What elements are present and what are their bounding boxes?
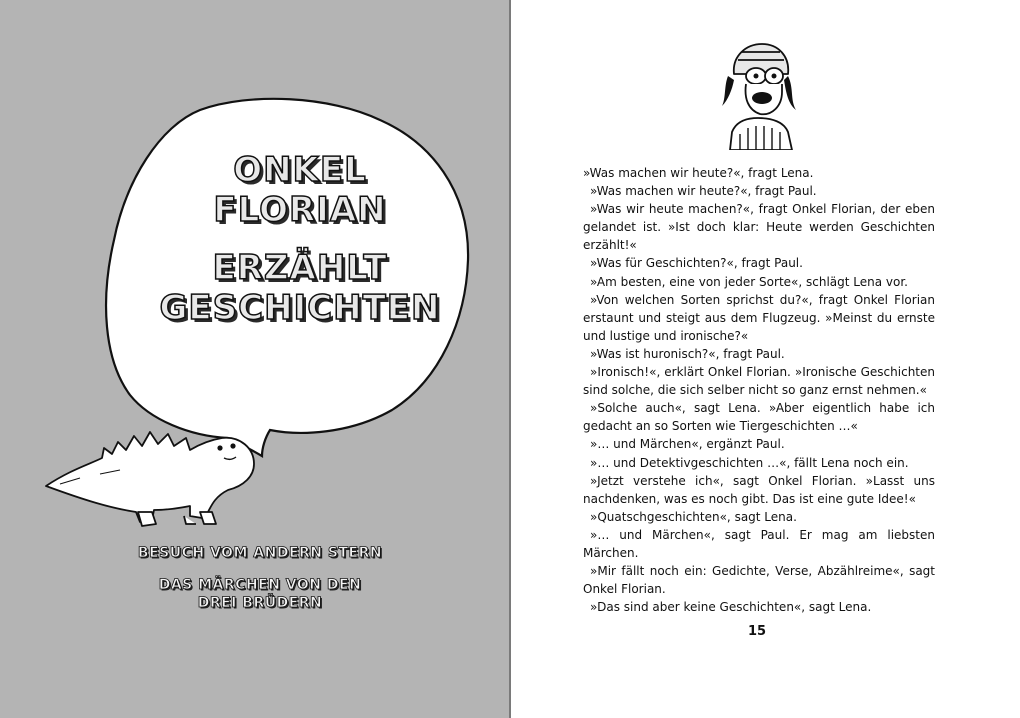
paragraph: »Solche auch«, sagt Lena. »Aber eigentlich habe ich gedacht an so Sorten wie Tiergeschichten …«: [583, 401, 935, 434]
paragraph: »… und Märchen«, ergänzt Paul.: [590, 437, 785, 452]
story-text: [583, 164, 935, 616]
paragraph: »Von welchen Sorten sprichst du?«, fragt Onkel Florian erstaunt und steigt aus dem Flugzeug. »Meinst du ernste und lustige und ironische?«: [583, 292, 935, 343]
paragraph: »Was für Geschichten?«, fragt Paul.: [590, 256, 803, 271]
paragraph: »Am besten, eine von jeder Sorte«, schlägt Lena vor.: [590, 274, 908, 289]
title-line-3: ERZÄHLT: [212, 248, 388, 288]
onkel-florian-portrait: [716, 40, 800, 150]
paragraph: »Ironisch!«, erklärt Onkel Florian. »Ironische Geschichten sind solche, die sich selber nicht so ganz ernst nehmen.«: [583, 365, 935, 398]
paragraph: »Mir fällt noch ein: Gedichte, Verse, Abzählreime«, sagt Onkel Florian.: [583, 564, 935, 597]
page-number: 15: [747, 624, 767, 639]
chapter-list: [110, 544, 410, 612]
chapter-2-title-line-2: DREI BRÜDERN: [197, 595, 323, 611]
paragraph: »Quatschgeschichten«, sagt Lena.: [590, 509, 797, 524]
dinosaur-illustration: [40, 420, 270, 532]
paragraph: »Das sind aber keine Geschichten«, sagt Lena.: [590, 600, 872, 615]
title-line-1: ONKEL: [233, 150, 367, 190]
paragraph: »Was machen wir heute?«, fragt Lena.: [583, 166, 814, 180]
paragraph: »Jetzt verstehe ich«, sagt Onkel Florian. »Lasst uns nachdenken, was es noch gibt. Das ist eine gute Idee!«: [583, 473, 935, 506]
paragraph: »Was machen wir heute?«, fragt Paul.: [590, 184, 817, 199]
paragraph: »… und Detektivgeschichten …«, fällt Lena noch ein.: [590, 455, 909, 470]
title-line-2: FLORIAN: [213, 190, 387, 230]
paragraph: »Was ist huronisch?«, fragt Paul.: [590, 346, 785, 361]
title-line-4: GESCHICHTEN: [159, 288, 441, 328]
chapter-1-title: BESUCH VOM ANDERN STERN: [137, 545, 383, 561]
chapter-2-title-line-1: DAS MÄRCHEN VON DEN: [158, 577, 362, 593]
paragraph: »… und Märchen«, sagt Paul. Er mag am liebsten Märchen.: [583, 527, 935, 560]
paragraph: »Was wir heute machen?«, fragt Onkel Florian, der eben gelandet ist. »Ist doch klar: Heute werden Geschichten erzählt!«: [583, 202, 935, 253]
book-title: [150, 150, 450, 328]
